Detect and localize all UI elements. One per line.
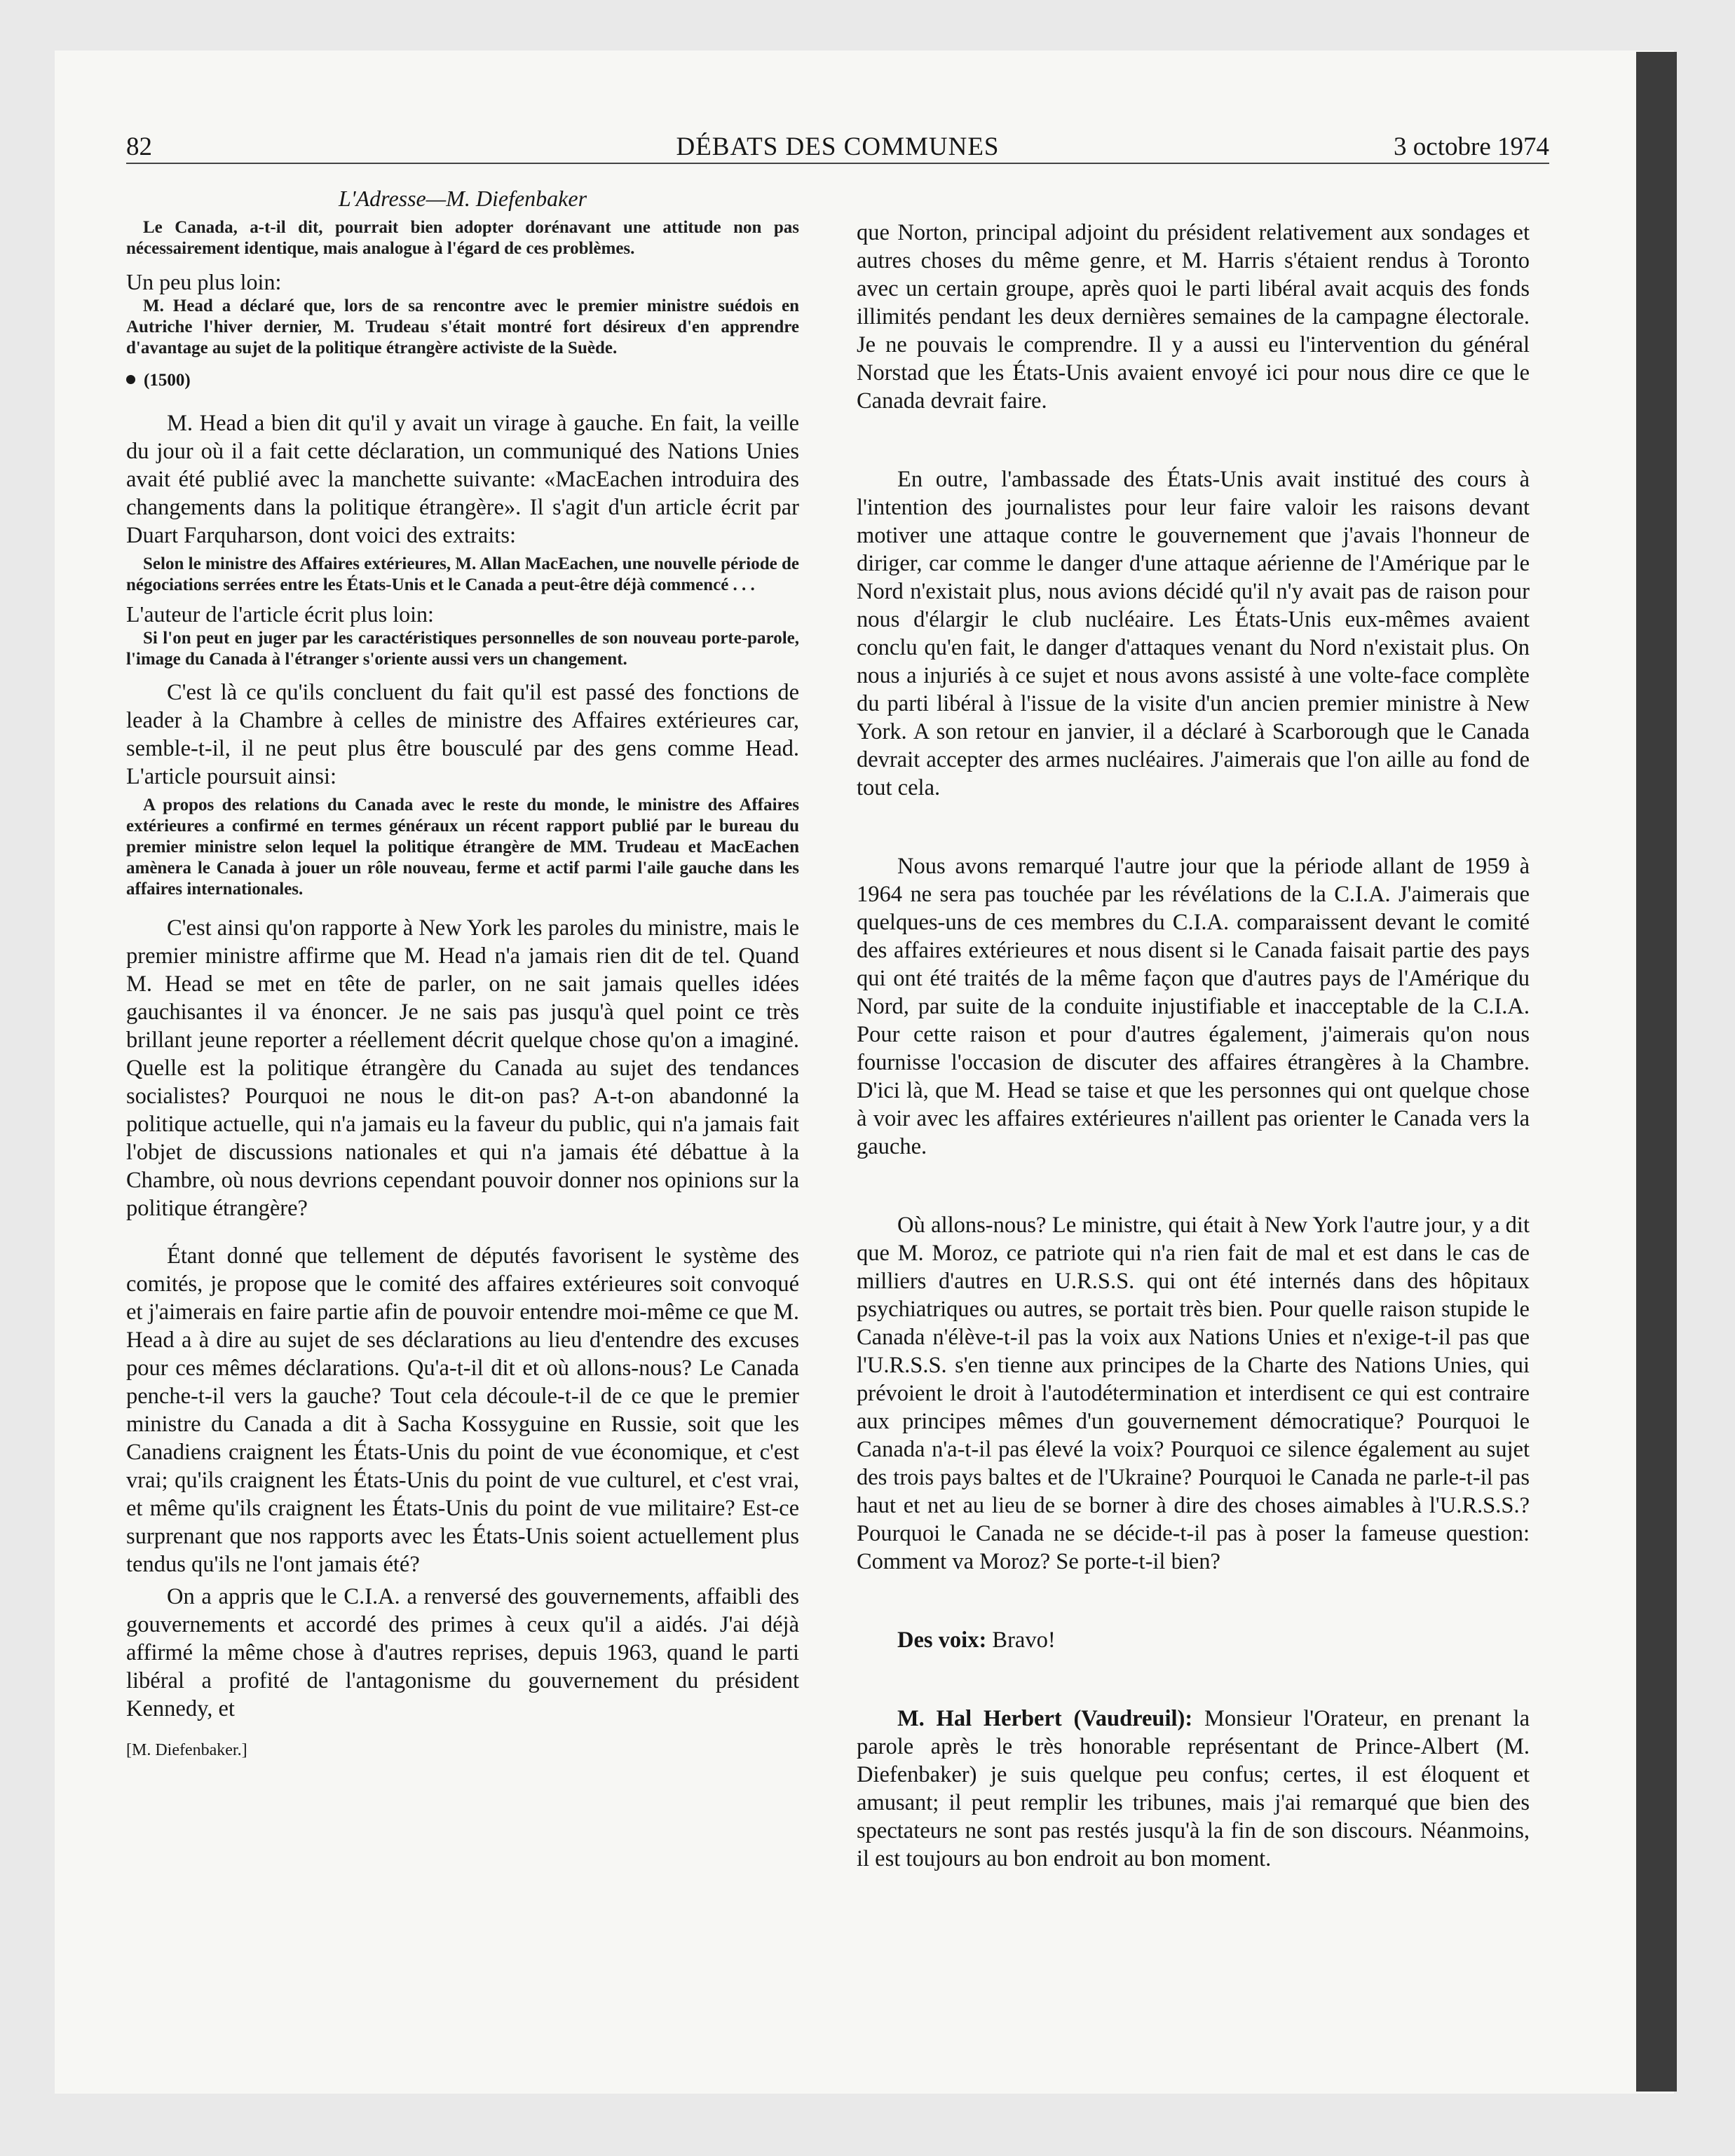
running-title: DÉBATS DES COMMUNES <box>676 132 1000 161</box>
speaker-name: M. Hal Herbert (Vaudreuil): <box>897 1706 1193 1731</box>
paragraph: Nous avons remarqué l'autre jour que la période allant de 1959 à 1964 ne sera pas touchée par les révélations de la C.I.A. J'aimerais que quelques-uns de ces membres du C.I.A. comparaissent devant le comité des affaires extérieures et nous disent si le Canada faisait partie des pays qui ont été traités de la même façon que d'autres pays de l'Amérique du Nord, par suite de la conduite injustifiable et inacceptable de la C.I.A. Pour cette raison et pour d'autres également, j'aimerais qu'on nous fournisse l'occasion de discuter des affaires étrangères à la Chambre. D'ici là, que M. Head se taise et que les personnes qui ont quelque chose à voir avec les affaires extérieures n'aillent pas orienter le Canada vers la gauche. <box>857 854 1530 1159</box>
paragraph: En outre, l'ambassade des États-Unis avait institué des cours à l'intention des journalistes pour leur faire valoir les raisons devant motiver une attaque contre le gouvernement que j'avais l'honneur de diriger, car comme le danger d'une attaque aérienne de l'Amérique par le Nord n'existait plus, nous avions décidé qu'il n'y avait pas de raison pour nous d'élargir le club nucléaire. Les États-Unis eux-mêmes avaient conclu qu'en fait, le danger d'attaques venant du Nord n'existait plus. On nous a injuriés à ce sujet et nous avons assisté à une volte-face complète du parti libéral à l'issue de la visite d'un ancien premier ministre à New York. A son retour en janvier, il a déclaré à Scarborough que le Canada devrait accepter des armes nucléaires. J'aimerais que l'on aille au fond de tout cela. <box>857 467 1530 800</box>
time-stamp-label: (1500) <box>144 371 191 390</box>
scan-edge-bar <box>1636 52 1677 2092</box>
quote-block: A propos des relations du Canada avec le reste du monde, le ministre des Affaires extérieures a confirmé en termes généraux un récent rapport publié par le bureau du premier ministre selon lequel la politique étrangère de MM. Trudeau et MacEachen amènera le Canada à jouer un rôle nouveau, ferme et actif parmi l'aile gauche dans les affaires internationales. <box>126 796 799 899</box>
paragraph: On a appris que le C.I.A. a renversé des gouvernements, affaibli des gouvernements et accordé des primes à ceux qu'il a aidés. J'ai déjà affirmé la même chose à d'autres reprises, depuis 1963, quand le parti libéral a profité de l'antagonisme du gouvernement du président Kennedy, et <box>126 1584 799 1721</box>
speech-text: Monsieur l'Orateur, en prenant la parole après le très honorable représentant de Prince-Albert (M. Diefenbaker) je suis quelque peu confus; certes, il est éloquent et amusant; il peut remplir les tribunes, mais j'ai remarqué que bien des spectateurs ne sont pas restés jusqu'à la fin de son discours. Néanmoins, il est toujours au bon endroit au bon moment. <box>857 1706 1530 1871</box>
header-rule <box>126 163 1549 164</box>
paragraph <box>857 1705 1530 1873</box>
quote-block: Selon le ministre des Affaires extérieures, M. Allan MacEachen, une nouvelle période de négociations serrées entre les États-Unis et le Canada a peut-être déjà commencé . . . <box>126 554 799 594</box>
intro-line: Un peu plus loin: <box>126 269 282 294</box>
speaker-name: Des voix: <box>897 1628 987 1653</box>
right-column <box>857 184 1530 1873</box>
page-header <box>126 132 1549 163</box>
paragraph: Où allons-nous? Le ministre, qui était à New York l'autre jour, y a dit que M. Moroz, ce patriote qui n'a rien fait de mal et est dans le cas de milliers d'autres en U.R.S.S. qui ont été internés dans des hôpitaux psychiatriques ou autres, se portait très bien. Pour quelle raison stupide le Canada n'élève-t-il pas la voix aux Nations Unies et n'exige-t-il pas que l'U.R.S.S. s'en tienne aux principes de la Charte des Nations Unies, qui prévoient le droit à l'autodétermination et interdisent ce qui est contraire aux principes mêmes d'un gouvernement démocratique? Pourquoi le Canada n'a-t-il pas élevé la voix? Pourquoi ce silence également au sujet des trois pays baltes et de l'Ukraine? Pourquoi le Canada ne parle-t-il pas haut et net au lieu de se borner à dire des choses aimables à l'U.R.S.S.? Pourquoi le Canada ne se décide-t-il pas à poser la fameuse question: Comment va Moroz? Se porte-t-il bien? <box>857 1213 1530 1574</box>
speaker-tag: [M. Diefenbaker.] <box>126 1741 247 1759</box>
paragraph: Étant donné que tellement de députés favorisent le système des comités, je propose que le comité des affaires extérieures soit convoqué et j'aimerais en faire partie afin de pouvoir entendre moi-même ce que M. Head a à dire au sujet de ses déclarations au lieu d'entendre des excuses pour ces mêmes déclarations. Qu'a-t-il dit et où allons-nous? Le Canada penche-t-il vers la gauche? Tout cela découle-t-il de ce que le premier ministre du Canada a dit à Sacha Kossyguine en Russie, soit que les Canadiens craignent les États-Unis du point de vue économique, et c'est vrai; qu'ils craignent les États-Unis du point de vue culturel, et c'est vrai, et même qu'ils craignent les États-Unis du point de vue militaire? Est-ce surprenant que nos rapports avec les États-Unis soient actuellement plus tendus qu'ils ne l'ont jamais été? <box>126 1243 799 1577</box>
time-stamp <box>126 370 799 391</box>
interjection <box>857 1626 1530 1654</box>
paragraph: M. Head a bien dit qu'il y avait un virage à gauche. En fait, la veille du jour où il a fait cette déclaration, un communiqué des Nations Unies avait été publié avec la manchette suivante: «MacEachen introduira des changements dans la politique étrangère». Il s'agit d'un article écrit par Duart Farquharson, dont voici des extraits: <box>126 411 799 548</box>
paragraph: C'est là ce qu'ils concluent du fait qu'il est passé des fonctions de leader à la Chambre à celles de ministre des Affaires extérieures car, semble-t-il, il ne peut plus être bousculé par des gens comme Head. L'article poursuit ainsi: <box>126 680 799 789</box>
paragraph: C'est ainsi qu'on rapporte à New York les paroles du ministre, mais le premier ministre affirme que M. Head n'a jamais rien dit de tel. Quand M. Head se met en tête de parler, on ne sait jamais quelles idées gauchisantes il va énoncer. Je ne sais pas jusqu'à quel point ce très brillant jeune reporter a réellement décrit quelque chose qu'on a imaginé. Quelle est la politique étrangère du Canada au sujet des tendances socialistes? Pourquoi ne nous le dit-on pas? A-t-on abandonné la politique actuelle, qui n'a jamais eu la faveur du public, qui n'a jamais fait l'objet de discussions nationales et qui n'a jamais été débattue à la Chambre, où nous devrions cependant pouvoir donner nos opinions sur la politique étrangère? <box>126 915 799 1221</box>
interjection-text: Bravo! <box>992 1628 1056 1653</box>
page-number: 82 <box>126 132 152 161</box>
bullet-icon <box>126 375 135 384</box>
quote-block: Si l'on peut en juger par les caractéristiques personnelles de son nouveau porte-parole, l'image du Canada à l'étranger s'oriente aussi vers un changement. <box>126 629 799 669</box>
quote-block: Le Canada, a-t-il dit, pourrait bien adopter dorénavant une attitude non pas nécessairement identique, mais analogue à l'égard de ces problèmes. <box>126 218 799 258</box>
left-column <box>126 184 799 1761</box>
page-date: 3 octobre 1974 <box>1394 132 1549 161</box>
intro-line: L'auteur de l'article écrit plus loin: <box>126 601 434 627</box>
section-title: L'Adresse—M. Diefenbaker <box>338 186 587 211</box>
paragraph: que Norton, principal adjoint du président relativement aux sondages et autres choses du même genre, et M. Harris s'étaient rendus à Toronto avec un certain groupe, après quoi le parti libéral avait acquis des fonds illimités pendant les deux dernières semaines de la campagne électorale. Je ne pouvais le comprendre. Il y a aussi eu l'intervention du général Norstad que les États-Unis avaient envoyé ici pour nous dire ce que le Canada devrait faire. <box>857 220 1530 414</box>
quote-block: M. Head a déclaré que, lors de sa rencontre avec le premier ministre suédois en Autriche l'hiver dernier, M. Trudeau s'était montré fort désireux d'en apprendre d'avantage au sujet de la politique étrangère activiste de la Suède. <box>126 296 799 357</box>
